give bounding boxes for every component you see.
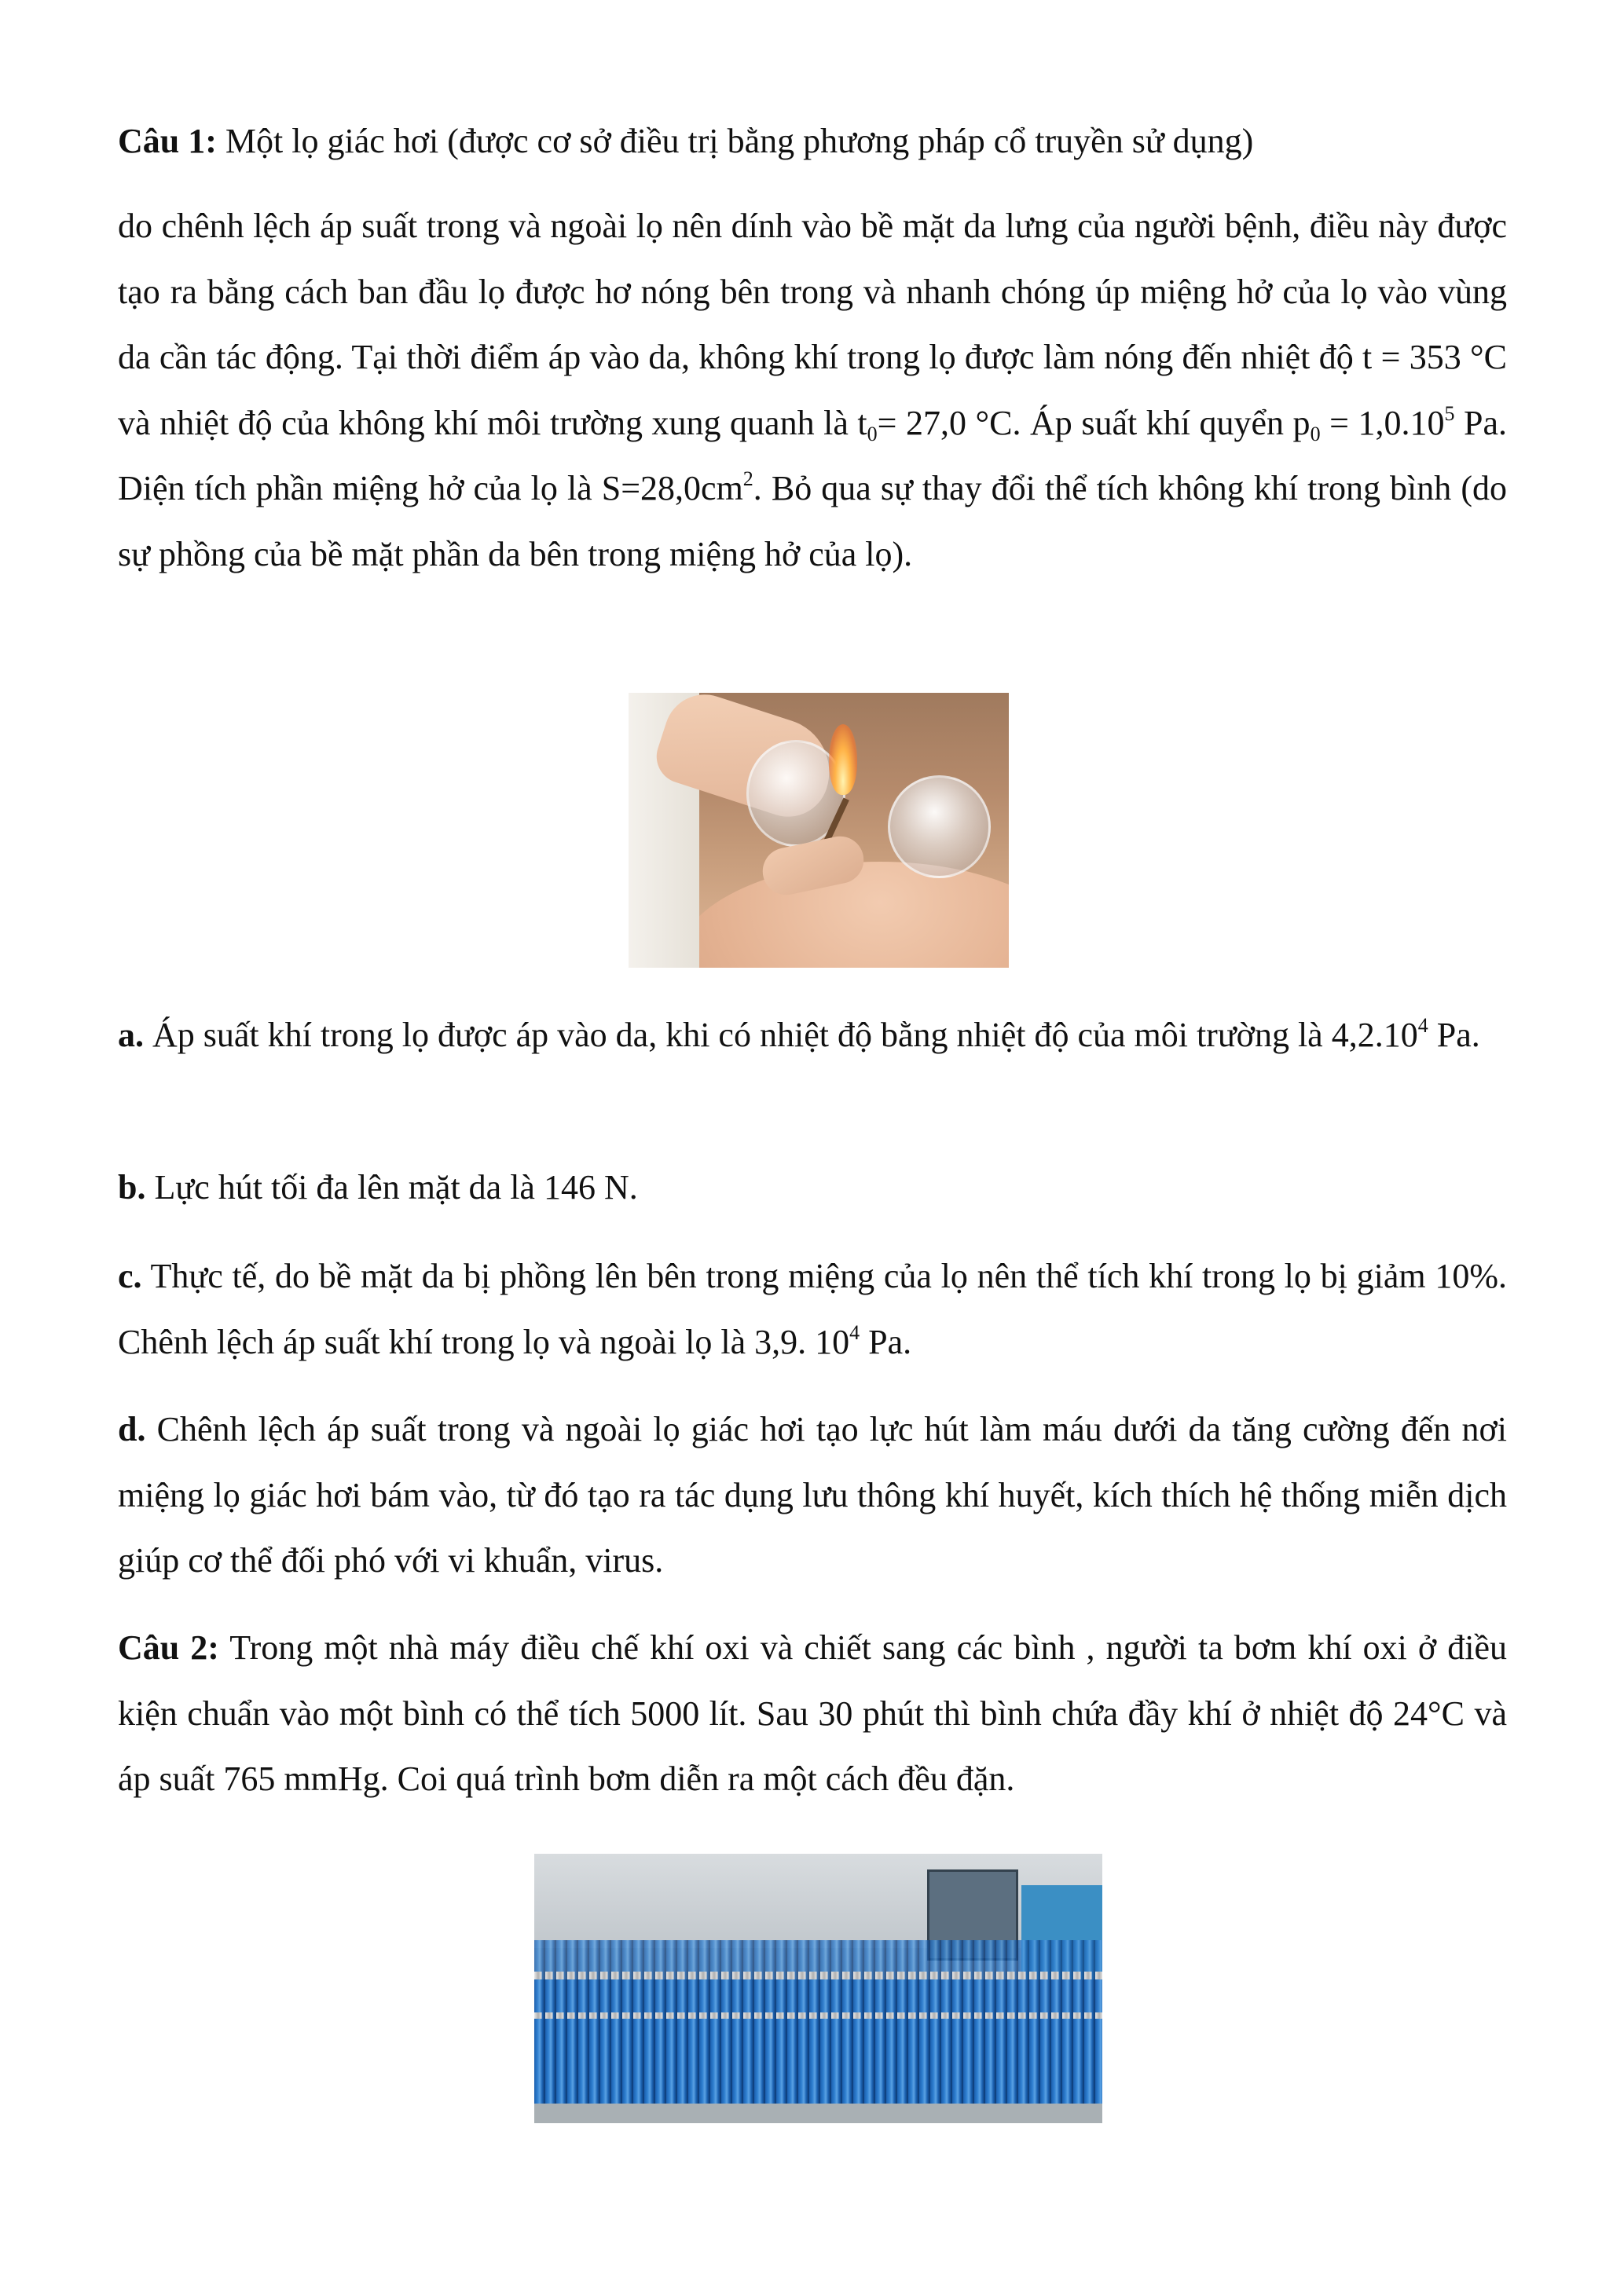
cylinder-valves-back	[534, 1972, 1102, 1979]
question-1-intro	[118, 118, 1507, 165]
option-c-unit: Pa.	[860, 1322, 912, 1361]
question-2-label: Câu 2:	[118, 1628, 219, 1667]
t0-subscript: 0	[867, 422, 878, 445]
question-2-text: Trong một nhà máy điều chế khí oxi và chiết sang các bình , người ta bơm khí oxi ở điều kiện chuẩn vào một bình có thể tích 5000 lít. Sau 30 phút thì bình chứa đầy khí ở nhiệt độ 24°C và áp suất 765 mmHg. Coi quá trình bơm diễn ra một cách đều đặn.	[118, 1628, 1507, 1798]
p0-subscript: 0	[1310, 422, 1321, 445]
option-a-text: Áp suất khí trong lọ được áp vào da, khi có nhiệt độ bằng nhiệt độ của môi trường là 4,2.10	[144, 1016, 1418, 1054]
option-a	[118, 1002, 1507, 1068]
cm2-superscript: 2	[742, 467, 753, 490]
option-c	[118, 1243, 1507, 1375]
flame-icon	[829, 724, 857, 795]
option-c-text: Thực tế, do bề mặt da bị phồng lên bên trong miệng của lọ nên thể tích khí trong lọ bị giảm 10%. Chênh lệch áp suất khí trong lọ và ngoài lọ là 3,9. 10	[118, 1257, 1507, 1361]
question-1-label: Câu 1:	[118, 122, 217, 160]
option-a-unit: Pa.	[1428, 1016, 1480, 1054]
option-b-text: Lực hút tối đa lên mặt da là 146 N.	[145, 1168, 638, 1207]
oxygen-cylinders-photo	[534, 1854, 1102, 2123]
question-2	[118, 1615, 1507, 1812]
option-a-superscript: 4	[1417, 1014, 1428, 1037]
option-c-label: c.	[118, 1257, 142, 1295]
question-1-body-part-4: Pa. Diện tích phần miệng hở của lọ là S=28,0cm	[118, 403, 1507, 507]
question-1-body-part-1: do chênh lệch áp suất trong và ngoài lọ nên dính vào bề mặt da lưng của người bệnh, điều này được tạo ra bằng cách ban đầu lọ được hơ nóng bên trong và nhanh chóng úp miệng hở của lọ vào vùng da cần tác động. Tại thời điểm áp vào da, không khí trong lọ được làm nóng đến nhiệt độ t = 353 °C và nhiệt độ của không khí môi trường xung quanh là t	[118, 207, 1507, 442]
option-d	[118, 1397, 1507, 1594]
option-c-superscript: 4	[849, 1320, 860, 1344]
question-1-body-part-3: = 1,0.10	[1320, 403, 1445, 442]
option-d-text: Chênh lệch áp suất trong và ngoài lọ giác hơi tạo lực hút làm máu dưới da tăng cường đến nơi miệng lọ giác hơi bám vào, từ đó tạo ra tác dụng lưu thông khí huyết, kích thích hệ thống miễn dịch giúp cơ thể đối phó với vi khuẩn, virus.	[118, 1410, 1507, 1580]
option-d-label: d.	[118, 1410, 146, 1448]
question-1-body-part-5: . Bỏ qua sự thay đổi thể tích không khí trong bình (do sự phồng của bề mặt phần da bên trong miệng hở của lọ).	[118, 469, 1507, 573]
option-a-label: a.	[118, 1016, 144, 1054]
glass-cup-on-back	[888, 775, 991, 878]
power-5-superscript: 5	[1444, 401, 1455, 425]
option-b-label: b.	[118, 1168, 146, 1207]
factory-floor	[534, 2104, 1102, 2123]
question-1-body-part-2: = 27,0 °C. Áp suất khí quyển p	[877, 403, 1311, 442]
question-1-intro-text: Một lọ giác hơi (được cơ sở điều trị bằng phương pháp cổ truyền sử dụng)	[216, 122, 1254, 160]
question-1-body	[118, 193, 1507, 587]
option-b	[118, 1164, 1507, 1211]
cupping-photo	[629, 693, 1009, 968]
